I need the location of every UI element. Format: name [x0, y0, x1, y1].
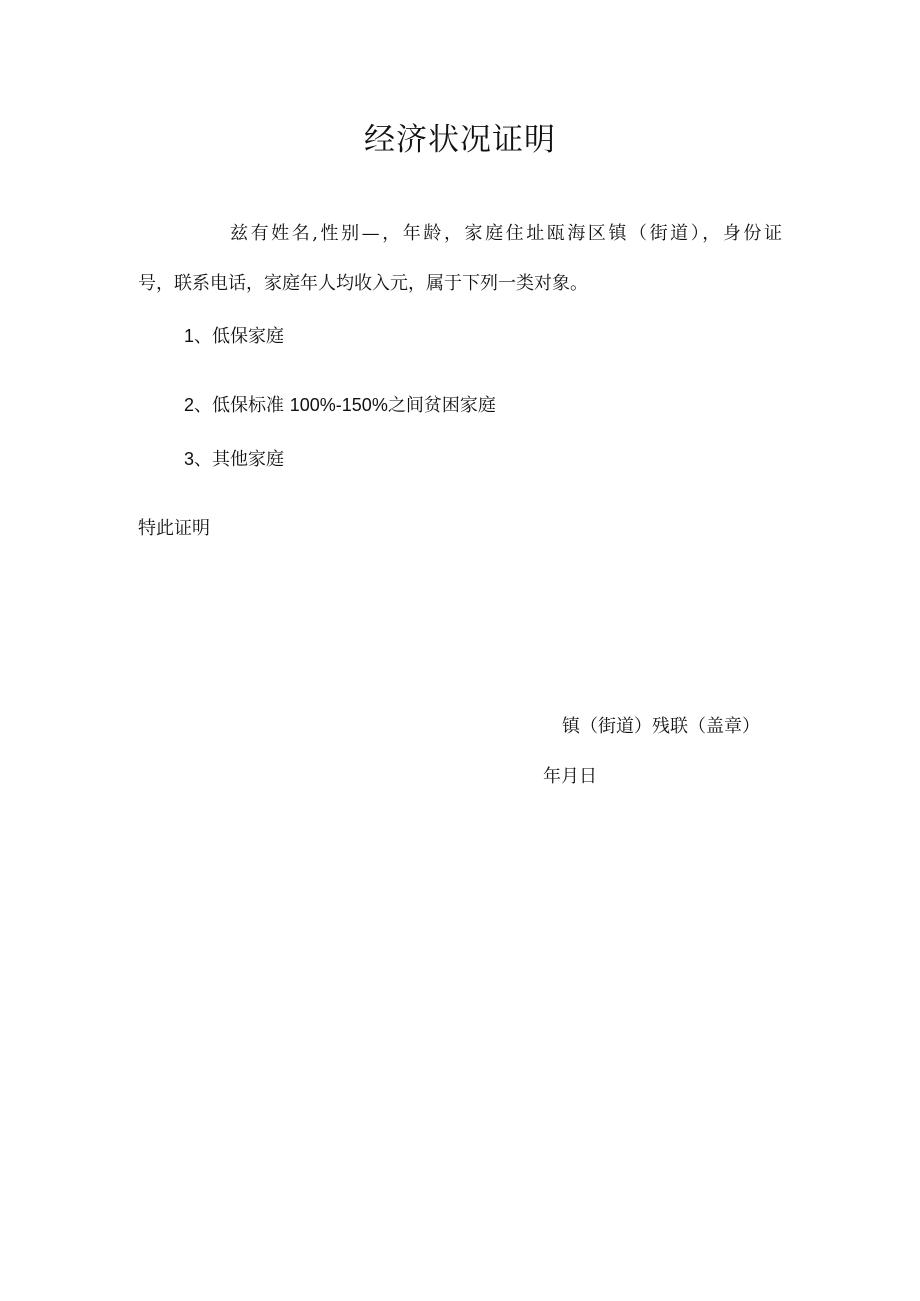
date-line: 年月日: [543, 766, 597, 787]
closing-statement: 特此证明: [138, 518, 210, 539]
body-paragraph-line-2: 号，联系电话，家庭年人均收入元，属于下列一类对象。: [138, 273, 588, 294]
option-item-3: [184, 445, 284, 474]
option-percentage-range: 100%-150%: [289, 395, 388, 415]
option-text: 低保家庭: [212, 326, 285, 347]
signature-line: 镇（街道）残联（盖章）: [562, 716, 760, 737]
body-paragraph-line-1: 兹有姓名,性别—，年龄，家庭住址瓯海区镇（街道），身份证: [230, 223, 782, 244]
option-number: 1、: [184, 326, 213, 346]
option-item-1: [184, 322, 284, 351]
option-item-2: [184, 391, 496, 420]
option-number: 2、: [184, 395, 213, 415]
option-text: 其他家庭: [212, 449, 285, 470]
option-text: 低保标准: [212, 395, 290, 416]
option-text-suffix: 之间贫困家庭: [387, 395, 496, 416]
document-title: 经济状况证明: [364, 122, 556, 158]
option-number: 3、: [184, 449, 213, 469]
